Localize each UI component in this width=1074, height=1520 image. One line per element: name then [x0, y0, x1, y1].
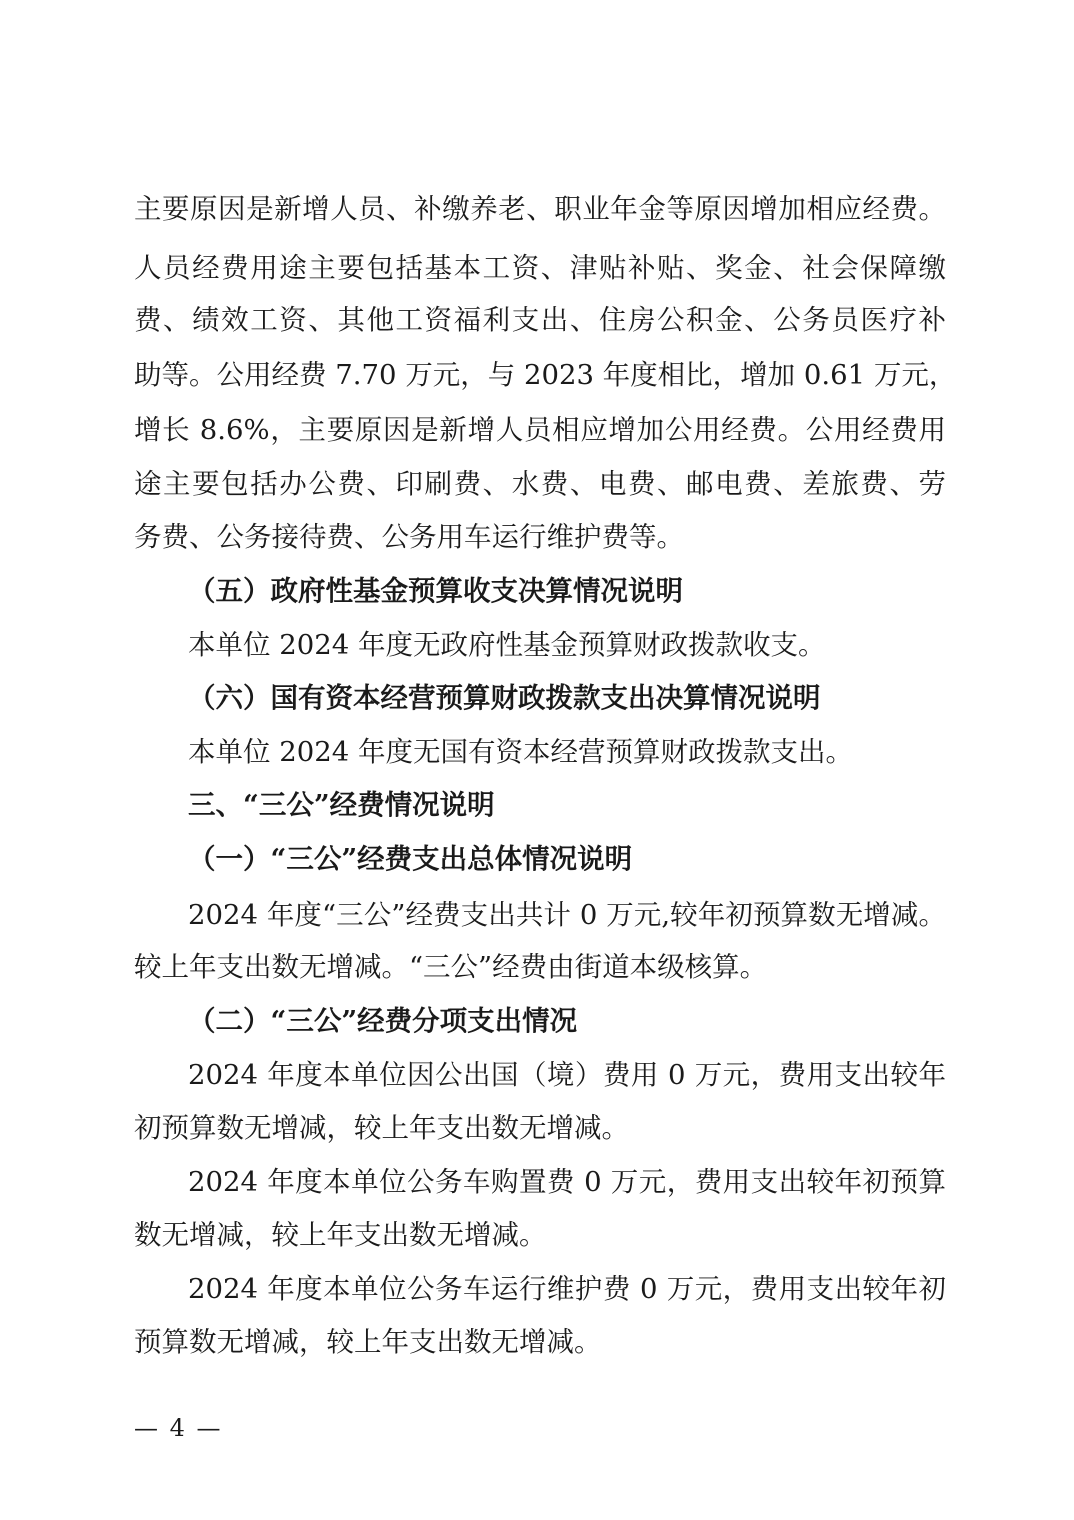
- section-heading-6: （六）国有资本经营预算财政拨款支出决算情况说明: [188, 682, 821, 714]
- subsection-heading-2: （二）“三公”经费分项支出情况: [188, 1005, 578, 1037]
- subsection-heading-1: （一）“三公”经费支出总体情况说明: [188, 843, 633, 875]
- section-heading-5: （五）政府性基金预算收支决算情况说明: [188, 575, 683, 607]
- body-text-line: 2024 年度本单位因公出国（境）费用 0 万元，费用支出较年: [188, 1059, 946, 1091]
- body-text-line: 2024 年度“三公”经费支出共计 0 万元,较年初预算数无增减。: [188, 899, 946, 931]
- body-text-line: 务费、公务接待费、公务用车运行维护费等。: [134, 521, 684, 553]
- body-text-line: 数无增减，较上年支出数无增减。: [134, 1219, 547, 1251]
- page-number: — 4 —: [134, 1414, 223, 1442]
- body-text-line: 初预算数无增减，较上年支出数无增减。: [134, 1112, 629, 1144]
- body-text-line: 增长 8.6%，主要原因是新增人员相应增加公用经费。公用经费用: [134, 414, 946, 446]
- body-text-line: 人员经费用途主要包括基本工资、津贴补贴、奖金、社会保障缴: [134, 252, 946, 284]
- body-text-line: 途主要包括办公费、印刷费、水费、电费、邮电费、差旅费、劳: [134, 468, 946, 500]
- body-text-line: 本单位 2024 年度无国有资本经营预算财政拨款支出。: [188, 736, 853, 768]
- body-text-line: 主要原因是新增人员、补缴养老、职业年金等原因增加相应经费。: [134, 193, 946, 225]
- section-heading-three: 三、“三公”经费情况说明: [188, 789, 495, 821]
- body-text-line: 2024 年度本单位公务车运行维护费 0 万元，费用支出较年初: [188, 1273, 946, 1305]
- body-text-line: 本单位 2024 年度无政府性基金预算财政拨款收支。: [188, 629, 826, 661]
- body-text-line: 较上年支出数无增减。“三公”经费由街道本级核算。: [134, 951, 768, 983]
- body-text-line: 费、绩效工资、其他工资福利支出、住房公积金、公务员医疗补: [134, 304, 946, 336]
- body-text-line: 2024 年度本单位公务车购置费 0 万元，费用支出较年初预算: [188, 1166, 946, 1198]
- body-text-line: 助等。公用经费 7.70 万元，与 2023 年度相比，增加 0.61 万元，: [134, 359, 957, 391]
- body-text-line: 预算数无增减，较上年支出数无增减。: [134, 1326, 602, 1358]
